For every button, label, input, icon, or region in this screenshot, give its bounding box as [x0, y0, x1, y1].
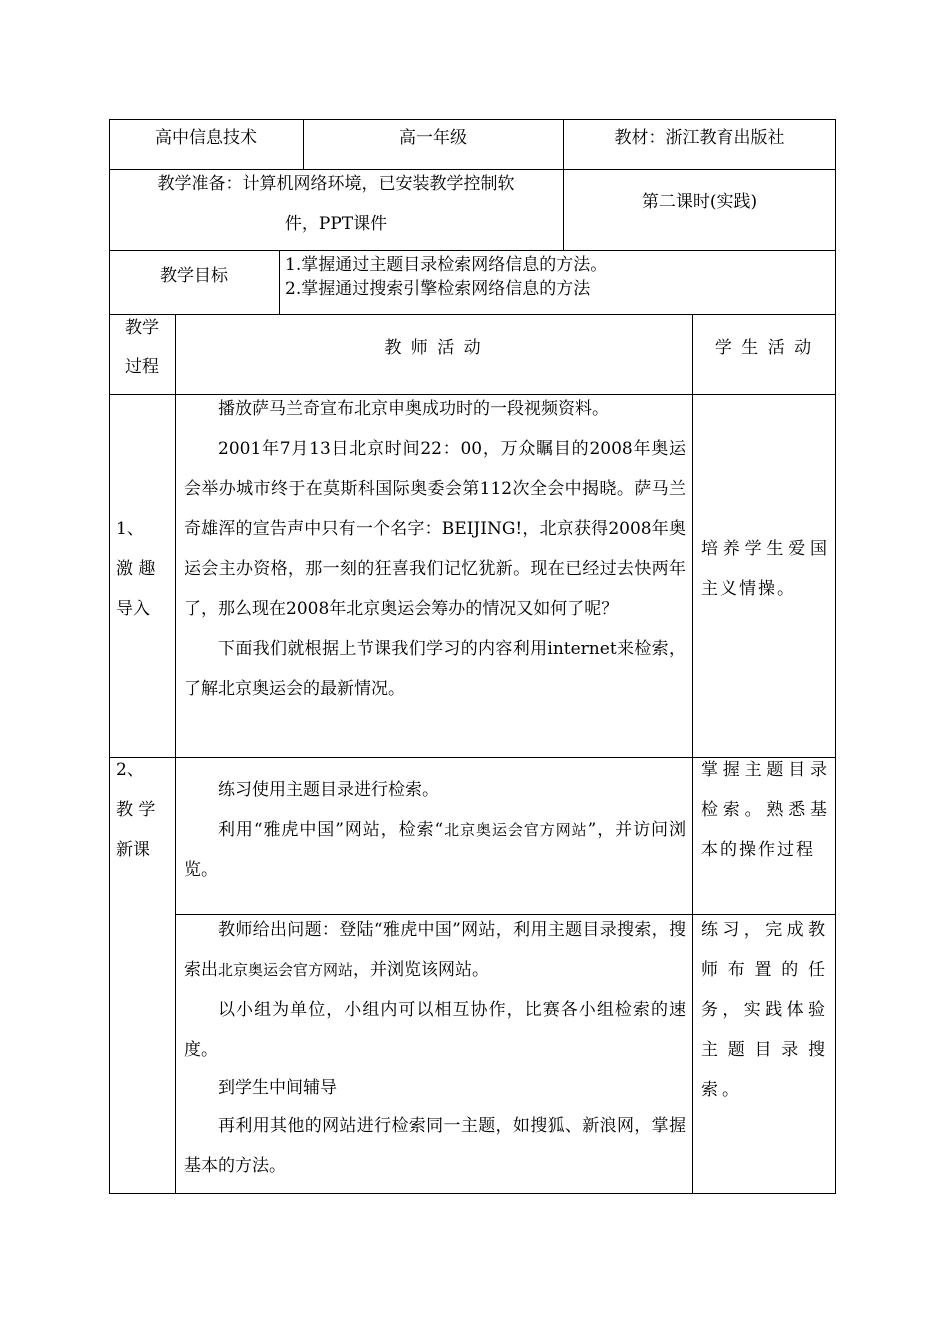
col-divider [279, 250, 280, 315]
process-header-line2: 过程 [125, 357, 159, 377]
section1-para-3: 下面我们就根据上节课我们学习的内容利用internet来检索，了解北京奥运会的最新情况。 [184, 639, 686, 699]
section1-student-activity: 培养学生爱国主义情操。 [701, 539, 829, 599]
student-activity-header: 学 生 活 动 [714, 338, 814, 358]
col-divider [692, 314, 693, 1194]
section2-part1-para-2: 利用“雅虎中国”网站，检索“北京奥运会官方网站”，并访问浏览。 [184, 820, 686, 880]
prep-text-line2: 件，PPT课件 [284, 214, 388, 234]
section2-label-line3: 新课 [116, 840, 150, 860]
goal-item-2: 2.掌握通过搜索引擎检索网络信息的方法 [285, 279, 591, 299]
section1-label [116, 509, 174, 629]
section2-label [116, 750, 174, 870]
subject-cell: 高中信息技术 [155, 128, 257, 148]
goals-label: 教学目标 [160, 266, 228, 286]
row-divider [109, 250, 836, 251]
section2-part2-para-3: 到学生中间辅导 [218, 1078, 337, 1098]
section2-part2-para-4: 再利用其他的网站进行检索同一主题，如搜狐、新浪网，掌握基本的方法。 [184, 1116, 686, 1176]
section2-part2-teacher-activity [184, 910, 686, 1186]
section2-part2-para-2: 以小组为单位，小组内可以相互协作，比赛各小组检索的速度。 [184, 1000, 686, 1060]
goal-item-1: 1.掌握通过主题目录检索网络信息的方法。 [285, 255, 608, 275]
site-name: 北京奥运会官方网站 [218, 961, 354, 979]
section1-para-1: 播放萨马兰奇宣布北京申奥成功时的一段视频资料。 [218, 399, 609, 419]
textbook-cell: 教材：浙江教育出版社 [614, 128, 785, 148]
section1-para-2: 2001年7月13日北京时间22：00，万众瞩目的2008年奥运会举办城市终于在莫斯科国际奥委会第112次全会中揭晓。萨马兰奇雄浑的宣告声中只有一个名字：BEIJING!，北京获得2008年奥运会主办资格，那一刻的狂喜我们记忆犹新。现在已经过去快两年了，那么现在2008年北京奥运会筹办的情况又如何了呢？ [184, 439, 686, 619]
section2-part1-para-1: 练习使用主题目录进行检索。 [218, 780, 439, 800]
section2-part1-teacher-activity [184, 770, 686, 890]
section2-part1-student-activity: 掌握主题目录检索。熟悉基本的操作过程 [701, 760, 829, 860]
prep-text-line1: 教学准备：计算机网络环境，已安装教学控制软 [157, 174, 515, 194]
process-header-line1: 教学 [125, 318, 159, 338]
section1-label-line2: 激 趣 [116, 559, 156, 579]
teacher-activity-header: 教 师 活 动 [384, 338, 483, 358]
section2-part2-student-activity: 练习，完成教师布置的任务，实践体验主题目录搜索。 [701, 920, 829, 1100]
section2-part2-para-1: 教师给出问题：登陆“雅虎中国”网站，利用主题目录搜索，搜索出北京奥运会官方网站，并浏览该网站。 [184, 920, 686, 980]
section1-label-line1: 1、 [116, 519, 144, 539]
grade-cell: 高一年级 [399, 128, 467, 148]
section1-teacher-activity [184, 389, 686, 709]
col-divider [175, 314, 176, 1194]
section2-label-line1: 2、 [116, 760, 144, 780]
row-divider [109, 314, 836, 315]
row-divider [109, 169, 836, 170]
lesson-number-cell: 第二课时(实践) [641, 192, 758, 212]
section1-label-line3: 导入 [116, 599, 150, 619]
section2-label-line2: 教 学 [116, 800, 156, 820]
site-name: 北京奥运会官方网站 [443, 821, 588, 839]
